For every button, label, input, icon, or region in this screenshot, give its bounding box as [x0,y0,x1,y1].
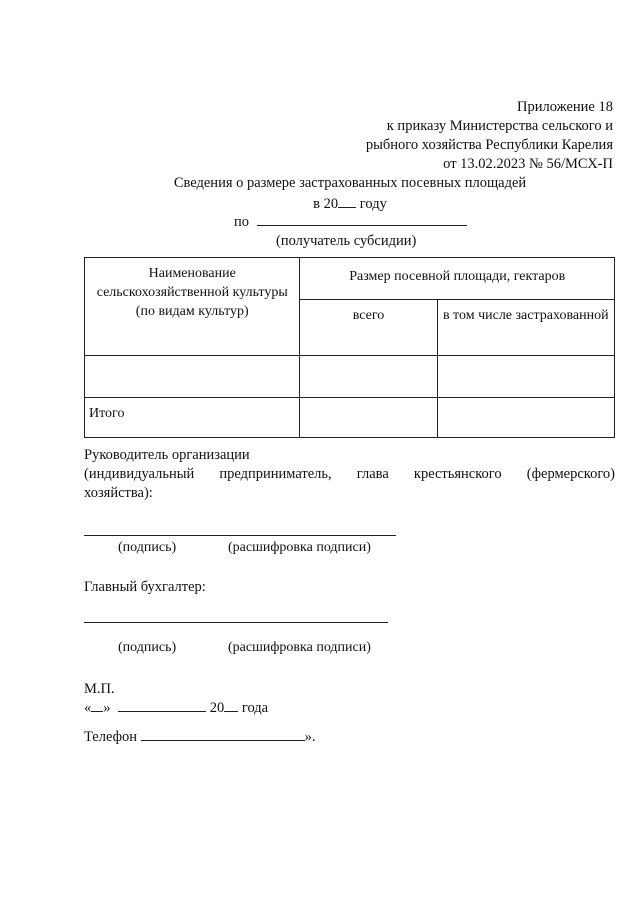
crop-area-table [84,257,615,438]
document-title [120,174,580,214]
header-area-group: Размер посевной площади, гектаров [300,258,615,300]
accountant-signature-line[interactable] [84,622,388,623]
recipient-prefix: по [234,214,250,230]
appendix-line-4: от 13.02.2023 № 56/МСХ-П [443,156,613,172]
recipient-blank[interactable] [257,211,467,226]
total-row-total[interactable] [300,398,437,438]
head-signature-block [84,446,615,503]
head-caption-transcript: (расшифровка подписи) [228,540,371,555]
recipient-caption: (получатель субсидии) [276,233,417,249]
phone-close: ». [304,729,316,745]
phone-label: Телефон [84,729,137,745]
appendix-line-2: к приказу Министерства сельского и [386,118,613,134]
head-caption-signature: (подпись) [118,540,177,555]
head-line-2: (индивидуальный предприниматель, глава крестьянского (фермерского) [84,466,615,482]
header-total: всего [300,300,437,356]
recipient-row [120,211,580,232]
appendix-line-1: Приложение 18 [517,99,613,115]
appendix-header [283,98,613,174]
head-signature-line[interactable] [84,535,396,536]
total-row-insured[interactable] [437,398,614,438]
cell-insured-empty[interactable] [437,356,614,398]
date-month-blank[interactable] [118,697,206,712]
title-year-prefix: в 20 [313,196,339,212]
total-row-label: Итого [85,398,300,438]
stamp-label: М.П. [84,681,115,697]
date-year-blank[interactable] [224,697,238,712]
title-year-suffix: году [359,196,387,212]
cell-crop-empty[interactable] [85,356,300,398]
date-day-blank[interactable] [91,697,103,712]
phone-row [84,726,316,747]
date-row [84,697,268,718]
appendix-line-3: рыбного хозяйства Республики Карелия [365,137,613,153]
year-blank[interactable] [338,193,356,208]
header-insured: в том числе застрахованной [437,300,614,356]
head-line-1: Руководитель организации [84,447,250,463]
accountant-caption-signature: (подпись) [118,640,177,655]
date-year-suffix: года [241,700,269,716]
recipient-block [120,211,580,251]
accountant-label: Главный бухгалтер: [84,579,206,595]
cell-total-empty[interactable] [300,356,437,398]
header-crop-name: Наименование сельскохозяйственной культуры (по видам культур) [85,258,300,356]
phone-blank[interactable] [141,726,305,741]
date-year-prefix: 20 [209,700,225,716]
date-open-quote: « [84,700,92,716]
date-close-quote: » [103,700,111,716]
head-line-3: хозяйства): [84,485,153,501]
accountant-caption-transcript: (расшифровка подписи) [228,640,371,655]
title-line-1: Сведения о размере застрахованных посевных площадей [173,175,527,191]
